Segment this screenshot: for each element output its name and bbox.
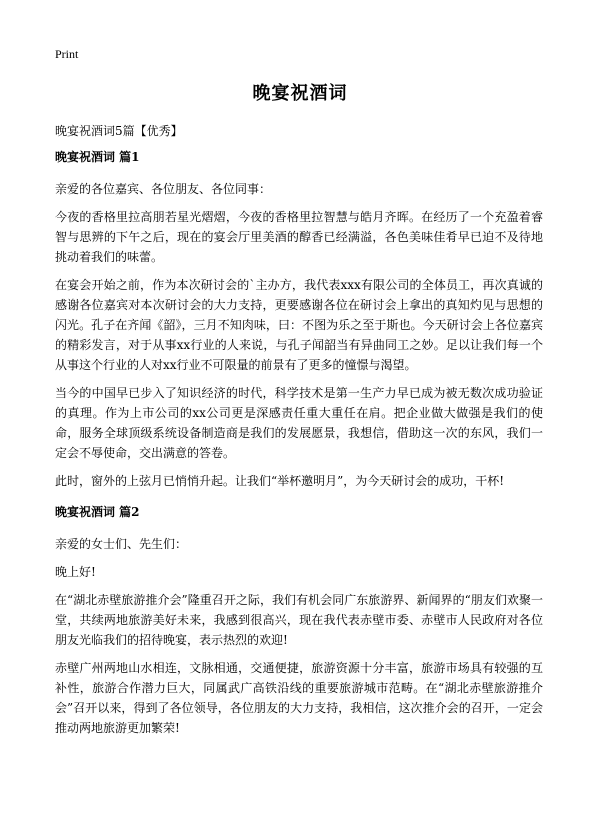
paragraph: 赤壁广州两地山水相连，文脉相通，交通便捷，旅游资源十分丰富，旅游市场具有较强的互补性，旅游合作潜力巨大，同属武广高铁沿线的重要旅游城市范畴。在“湖北赤壁旅游推介会”召开以来，得到了各位领导，各位朋友的大力支持，我相信，这次推介会的召开，一定会推动两地旅游更加繁荣!: [55, 661, 543, 735]
paragraph: 在“湖北赤壁旅游推介会”隆重召开之际，我们有机会同广东旅游界、新闻界的“朋友们欢聚一堂，共续两地旅游美好未来，我感到很高兴，现在我代表赤壁市委、赤壁市人民政府对各位朋友光临我们的招待晚宴，表示热烈的欢迎!: [55, 593, 543, 647]
document-body: [55, 124, 543, 746]
paragraph: 当今的中国早已步入了知识经济的时代，科学技术是第一生产力早已成为被无数次成功验证的真理。作为上市公司的xx公司更是深感责任重大重任在肩。把企业做大做强是我们的使命，服务全球顶级系统设备制造商是我们的发展愿景，我想信，借助这一次的东风，我们一定会不辱使命，交出满意的答卷。: [55, 386, 543, 460]
page-title: 晚宴祝酒词: [252, 83, 348, 104]
paragraph: 在宴会开始之前，作为本次研讨会的`主办方，我代表xxx有限公司的全体员工，再次真诚的感谢各位嘉宾对本次研讨会的大力支持，更要感谢各位在研讨会上拿出的真知灼见与思想的闪光。孔子在齐闻《韶》，三月不知肉味，曰：不图为乐之至于斯也。今天研讨会上各位嘉宾的精彩发言，对于从事xx行业的人来说，与孔子闻韶当有异曲同工之妙。足以让我们每一个从事这个行业的人对xx行业不可限量的前景有了更多的憧憬与渴望。: [55, 278, 543, 372]
section-1: [55, 150, 543, 491]
section-heading: 晚宴祝酒词 篇2: [55, 505, 140, 519]
paragraph: 亲爱的各位嘉宾、各位朋友、各位同事：: [55, 182, 272, 196]
section-heading: 晚宴祝酒词 篇1: [55, 150, 140, 164]
paragraph: 此时，窗外的上弦月已悄悄升起。让我们“举杯邀明月”，为今天研讨会的成功，干杯!: [55, 474, 505, 488]
document-subtitle: 晚宴祝酒词5篇【优秀】: [55, 124, 183, 138]
paragraph: 今夜的香格里拉高朋若星光熠熠，今夜的香格里拉智慧与皓月齐晖。在经历了一个充盈着睿智与思辨的下午之后，现在的宴会厅里美酒的醇香已经满溢，各色美味佳肴早已迫不及待地挑动着我们的味蕾。: [55, 210, 543, 264]
paragraph: 亲爱的女士们、先生们：: [55, 537, 188, 551]
section-2: [55, 505, 543, 738]
print-label: Print: [55, 47, 79, 61]
paragraph: 晚上好!: [55, 565, 96, 579]
